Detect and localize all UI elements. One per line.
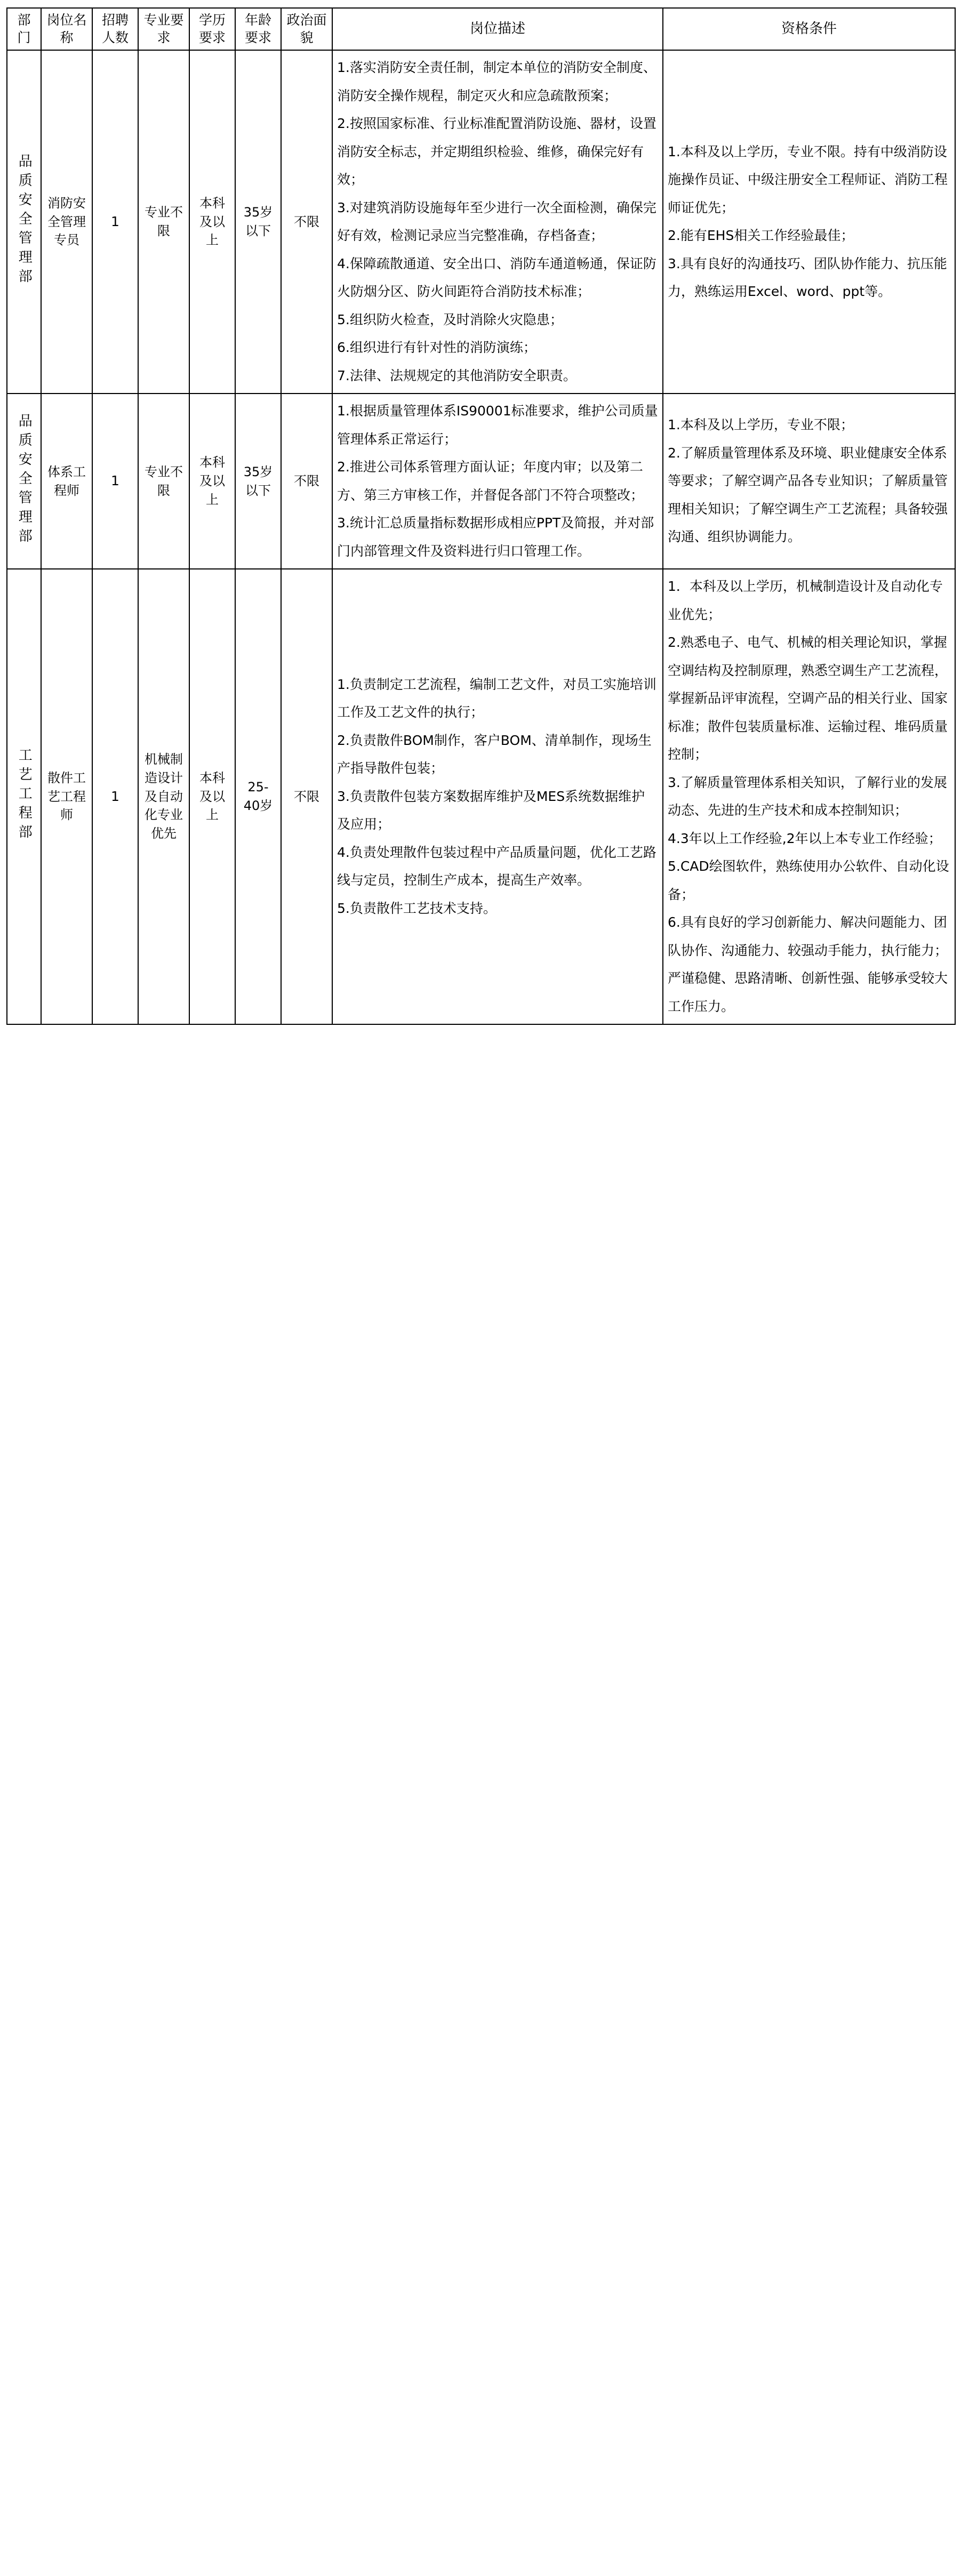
qualification-paragraph: 1.本科及以上学历，专业不限； bbox=[668, 417, 854, 433]
cell-headcount: 1 bbox=[92, 569, 138, 1024]
qualification-paragraph: 5.CAD绘图软件，熟练使用办公软件、自动化设备； bbox=[668, 858, 949, 902]
description-paragraph: 1.负责制定工艺流程，编制工艺文件，对员工实施培训工作及工艺文件的执行； bbox=[337, 676, 656, 720]
description-paragraph: 7.法律、法规规定的其他消防安全职责。 bbox=[337, 367, 576, 383]
qualification-paragraph: 2.能有EHS相关工作经验最佳； bbox=[668, 228, 854, 243]
cell-education: 本科及以上 bbox=[189, 569, 235, 1024]
column-header-age: 年龄要求 bbox=[235, 8, 281, 50]
description-paragraph: 4.保障疏散通道、安全出口、消防车通道畅通，保证防火防烟分区、防火间距符合消防技术标准； bbox=[337, 255, 656, 299]
column-header-job-description: 岗位描述 bbox=[332, 8, 663, 50]
qualification-paragraph: 3.了解质量管理体系相关知识，了解行业的发展动态、先进的生产技术和成本控制知识； bbox=[668, 774, 947, 818]
cell-education: 本科及以上 bbox=[189, 50, 235, 394]
description-paragraph: 3.对建筑消防设施每年至少进行一次全面检测，确保完好有效，检测记录应当完整准确，存档备查； bbox=[337, 199, 656, 243]
qualification-paragraph: 1.本科及以上学历，专业不限。持有中级消防设施操作员证、中级注册安全工程师证、消防工程师证优先； bbox=[668, 143, 948, 215]
department-label: 品质安全管理部 bbox=[16, 154, 33, 288]
table-row bbox=[7, 394, 955, 569]
cell-qualification bbox=[663, 50, 955, 394]
cell-age: 25-40岁 bbox=[235, 569, 281, 1024]
description-paragraph: 1.落实消防安全责任制，制定本单位的消防安全制度、消防安全操作规程，制定灭火和应急疏散预案； bbox=[337, 60, 656, 103]
cell-department bbox=[7, 569, 41, 1024]
description-paragraph: 2.负责散件BOM制作，客户BOM、清单制作，现场生产指导散件包装； bbox=[337, 732, 652, 776]
column-header-education: 学历要求 bbox=[189, 8, 235, 50]
cell-age: 35岁以下 bbox=[235, 394, 281, 569]
description-paragraph: 2.推进公司体系管理方面认证；年度内审；以及第二方、第三方审核工作，并督促各部门不符合项整改； bbox=[337, 459, 644, 503]
description-paragraph: 5.负责散件工艺技术支持。 bbox=[337, 900, 496, 916]
qualification-paragraph: 1．本科及以上学历，机械制造设计及自动化专业优先； bbox=[668, 579, 943, 622]
column-header-headcount: 招聘人数 bbox=[92, 8, 138, 50]
table-body bbox=[7, 50, 955, 1024]
cell-major: 专业不限 bbox=[138, 50, 189, 394]
column-header-major: 专业要求 bbox=[138, 8, 189, 50]
column-header-department: 部门 bbox=[7, 8, 41, 50]
table-header bbox=[7, 8, 955, 50]
cell-post-name: 散件工艺工程师 bbox=[41, 569, 92, 1024]
qualification-paragraph: 4.3年以上工作经验,2年以上本专业工作经验； bbox=[668, 830, 942, 846]
cell-qualification bbox=[663, 394, 955, 569]
cell-age: 35岁以下 bbox=[235, 50, 281, 394]
job-listing-table bbox=[6, 7, 956, 1025]
cell-headcount: 1 bbox=[92, 50, 138, 394]
cell-job-description bbox=[332, 394, 663, 569]
column-header-post-name: 岗位名称 bbox=[41, 8, 92, 50]
department-label: 工艺工程部 bbox=[16, 748, 33, 844]
description-paragraph: 6.组织进行有针对性的消防演练； bbox=[337, 340, 536, 355]
department-label: 品质安全管理部 bbox=[16, 413, 33, 548]
cell-post-name: 消防安全管理专员 bbox=[41, 50, 92, 394]
cell-major: 专业不限 bbox=[138, 394, 189, 569]
table-row bbox=[7, 50, 955, 394]
qualification-paragraph: 2.了解质量管理体系及环境、职业健康安全体系等要求；了解空调产品各专业知识；了解质量管理相关知识；了解空调生产工艺流程；具备较强沟通、组织协调能力。 bbox=[668, 445, 948, 545]
table-header-row bbox=[7, 8, 955, 50]
cell-politics: 不限 bbox=[281, 50, 332, 394]
column-header-politics: 政治面貌 bbox=[281, 8, 332, 50]
cell-major: 机械制造设计及自动化专业优先 bbox=[138, 569, 189, 1024]
column-header-qualification: 资格条件 bbox=[663, 8, 955, 50]
qualification-paragraph: 2.熟悉电子、电气、机械的相关理论知识，掌握空调结构及控制原理，熟悉空调生产工艺流程，掌握新品评审流程，空调产品的相关行业、国家标准；散件包装质量标准、运输过程、堆码质量控制； bbox=[668, 635, 948, 762]
cell-politics: 不限 bbox=[281, 394, 332, 569]
description-paragraph: 3.统计汇总质量指标数据形成相应PPT及简报，并对部门内部管理文件及资料进行归口管理工作。 bbox=[337, 515, 654, 559]
description-paragraph: 1.根据质量管理体系IS90001标准要求，维护公司质量管理体系正常运行； bbox=[337, 403, 658, 447]
description-paragraph: 3.负责散件包装方案数据库维护及MES系统数据维护及应用； bbox=[337, 788, 645, 832]
table-row bbox=[7, 569, 955, 1024]
cell-job-description bbox=[332, 50, 663, 394]
cell-education: 本科及以上 bbox=[189, 394, 235, 569]
qualification-paragraph: 6.具有良好的学习创新能力、解决问题能力、团队协作、沟通能力、较强动手能力，执行能力；严谨稳健、思路清晰、创新性强、能够承受较大工作压力。 bbox=[668, 914, 948, 1014]
description-paragraph: 4.负责处理散件包装过程中产品质量问题，优化工艺路线与定员，控制生产成本，提高生产效率。 bbox=[337, 844, 656, 888]
cell-post-name: 体系工程师 bbox=[41, 394, 92, 569]
cell-headcount: 1 bbox=[92, 394, 138, 569]
qualification-paragraph: 3.具有良好的沟通技巧、团队协作能力、抗压能力，熟练运用Excel、word、ppt等。 bbox=[668, 255, 947, 299]
description-paragraph: 5.组织防火检查，及时消除火灾隐患； bbox=[337, 311, 563, 327]
cell-job-description bbox=[332, 569, 663, 1024]
cell-department bbox=[7, 394, 41, 569]
cell-politics: 不限 bbox=[281, 569, 332, 1024]
description-paragraph: 2.按照国家标准、行业标准配置消防设施、器材，设置消防安全标志，并定期组织检验、维修，确保完好有效； bbox=[337, 116, 656, 187]
cell-department bbox=[7, 50, 41, 394]
cell-qualification bbox=[663, 569, 955, 1024]
